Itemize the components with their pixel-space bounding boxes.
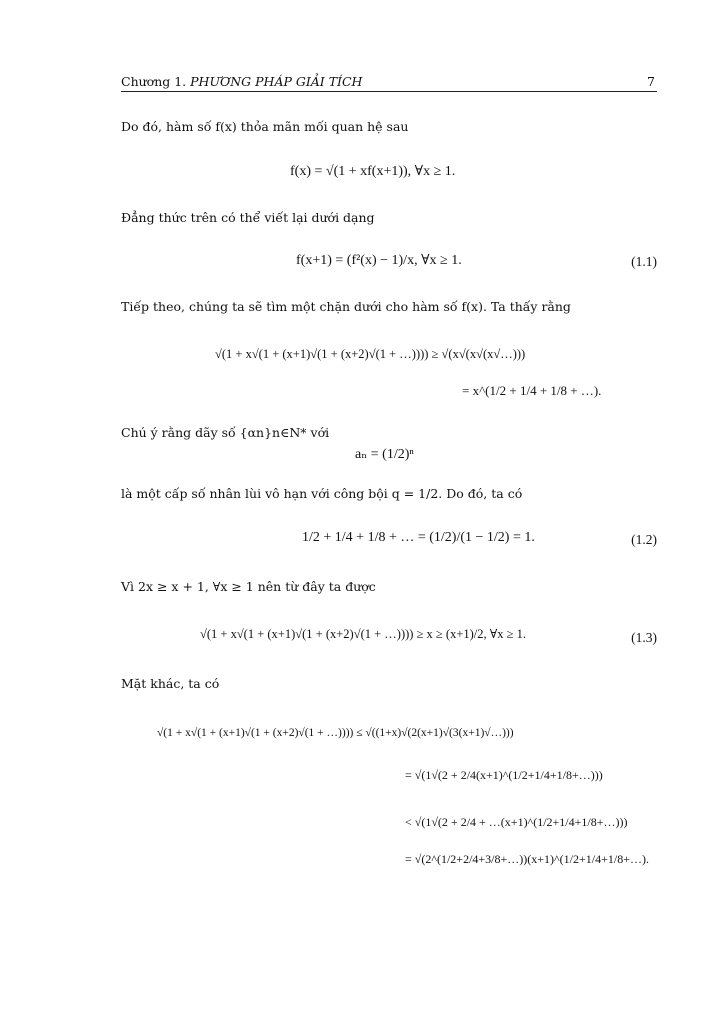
equation-c-text: aₙ = (1/2)ⁿ <box>355 447 414 462</box>
equation-a-text: f(x) = √(1 + xf(x+1)), ∀x ≥ 1. <box>290 164 456 179</box>
chapter-heading <box>121 74 362 89</box>
equation-1-2-text: 1/2 + 1/4 + 1/8 + … = (1/2)/(1 − 1/2) = 1. <box>302 530 535 545</box>
paragraph-2: Đẳng thức trên có thể viết lại dưới dạng <box>121 210 375 225</box>
equation-d-line-4-text: = √(2^(1/2+2/4+3/8+…))(x+1)^(1/2+1/4+1/8+…). <box>405 852 649 866</box>
equation-d-line-3-text: < √(1√(2 + 2/4 + …(x+1)^(1/2+1/4+1/8+…))) <box>405 815 628 829</box>
paragraph-4: Chú ý rằng dãy số {αn}n∈N* với <box>121 425 330 440</box>
equation-d-line-4 <box>405 852 649 867</box>
equation-1-2 <box>302 530 535 546</box>
chapter-title: PHƯƠNG PHÁP GIẢI TÍCH <box>190 74 363 89</box>
paragraph-1: Do đó, hàm số f(x) thỏa mãn mối quan hệ sau <box>121 119 409 134</box>
equation-d-line-2 <box>405 768 603 783</box>
equation-a <box>290 163 455 180</box>
equation-d-line-1 <box>157 727 514 739</box>
paragraph-3: Tiếp theo, chúng ta sẽ tìm một chặn dưới cho hàm số f(x). Ta thấy rằng <box>121 299 571 314</box>
equation-d-line-1-text: √(1 + x√(1 + (x+1)√(1 + (x+2)√(1 + …)))) ≤ √((1+x)√(2(x+1)√(3(x+1)√…))) <box>157 727 514 739</box>
running-header <box>121 73 657 92</box>
equation-b-line-1-text: √(1 + x√(1 + (x+1)√(1 + (x+2)√(1 + …)))) ≥ √(x√(x√(x√…))) <box>215 347 526 361</box>
page-number: 7 <box>647 74 655 89</box>
equation-1-1 <box>296 252 462 269</box>
equation-c <box>355 446 414 463</box>
paragraph-5: là một cấp số nhân lùi vô hạn với công bội q = 1/2. Do đó, ta có <box>121 486 523 501</box>
equation-1-3 <box>200 626 526 642</box>
chapter-label: Chương 1. <box>121 74 187 89</box>
equation-number-1-1: (1.1) <box>631 254 657 269</box>
equation-1-1-text: f(x+1) = (f²(x) − 1)/x, ∀x ≥ 1. <box>296 253 462 268</box>
equation-b-line-2-text: = x^(1/2 + 1/4 + 1/8 + …). <box>462 383 602 398</box>
equation-d-line-3 <box>405 815 627 830</box>
equation-b-line-2 <box>462 383 601 399</box>
equation-number-1-2: (1.2) <box>631 532 657 547</box>
paragraph-7: Mặt khác, ta có <box>121 676 220 691</box>
equation-1-3-text: √(1 + x√(1 + (x+1)√(1 + (x+2)√(1 + …)))) ≥ x ≥ (x+1)/2, ∀x ≥ 1. <box>200 627 527 641</box>
equation-d-line-2-text: = √(1√(2 + 2/4(x+1)^(1/2+1/4+1/8+…))) <box>405 768 603 782</box>
equation-number-1-3: (1.3) <box>631 630 657 645</box>
paragraph-6: Vì 2x ≥ x + 1, ∀x ≥ 1 nên từ đây ta được <box>121 579 376 594</box>
equation-b-line-1 <box>215 347 525 362</box>
